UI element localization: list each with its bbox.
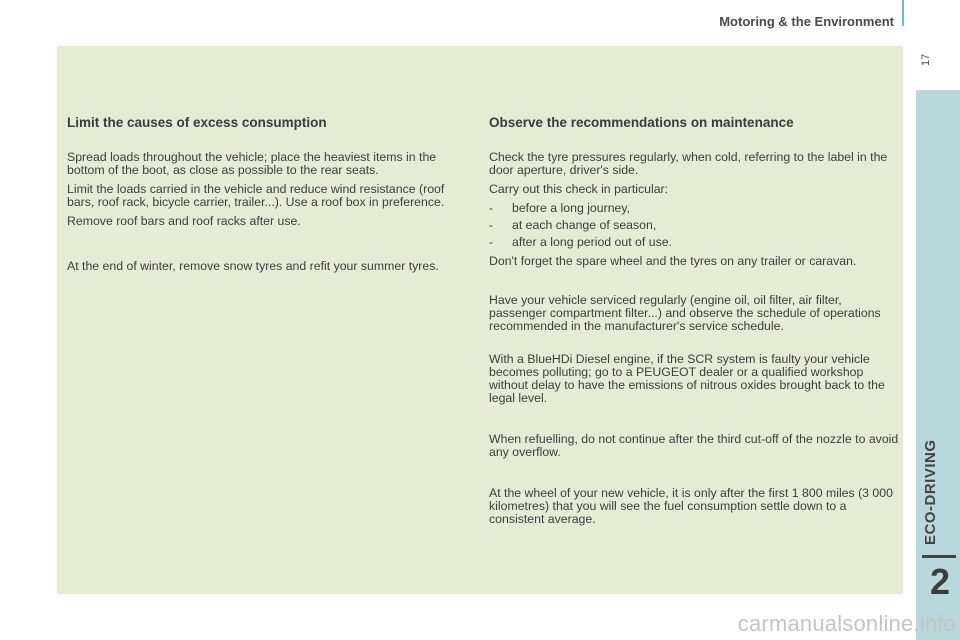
left-paragraph: Spread loads throughout the vehicle; place the heaviest items in the bottom of the boot, as close as possible to the rear seats.	[67, 150, 437, 177]
watermark: carmanualsonline.info	[737, 611, 956, 636]
chapter-rule	[922, 555, 956, 558]
right-column	[489, 74, 899, 532]
page-number: 17	[920, 53, 932, 66]
list-item-text: after a long period out of use.	[512, 235, 672, 249]
right-paragraph: When refuelling, do not continue after the third cut-off of the nozzle to avoid any overflow.	[489, 432, 899, 459]
right-paragraph: At the wheel of your new vehicle, it is only after the first 1 800 miles (3 000 kilometres) that you will see the fuel consumption settle down to a consistent average.	[489, 486, 893, 526]
right-intro: Check the tyre pressures regularly, when cold, referring to the label in the door aperture, driver's side.	[489, 150, 888, 177]
right-paragraph: With a BlueHDi Diesel engine, if the SCR system is faulty your vehicle becomes polluting; go to a PEUGEOT dealer or a qualified workshop without delay to have the emissions of nitrous oxides brought back to the legal level.	[489, 352, 885, 405]
list-marker: -	[489, 218, 494, 232]
list-marker: -	[489, 201, 494, 215]
chapter-label: ECO-DRIVING	[922, 439, 939, 545]
left-paragraph: Remove roof bars and roof racks after use.	[67, 214, 301, 228]
list-item-text: at each change of season,	[512, 218, 657, 232]
list-marker: -	[489, 235, 494, 249]
right-paragraph: Don't forget the spare wheel and the tyres on any trailer or caravan.	[489, 254, 857, 268]
header-rule	[902, 0, 904, 26]
check-list	[489, 202, 899, 249]
right-heading: Observe the recommendations on maintenance	[489, 115, 794, 130]
list-item	[489, 219, 899, 232]
chapter-number: 2	[929, 561, 951, 602]
list-item-text: before a long journey,	[512, 201, 631, 215]
section-title: Motoring & the Environment	[719, 14, 894, 29]
left-heading: Limit the causes of excess consumption	[67, 115, 327, 130]
list-item	[489, 202, 899, 215]
left-column	[67, 74, 472, 279]
right-intro: Carry out this check in particular:	[489, 182, 669, 196]
right-paragraph: Have your vehicle serviced regularly (engine oil, oil filter, air filter, passenger compartment filter...) and observe the schedule of operations recommended in the manufacturer's service schedule.	[489, 293, 881, 333]
left-paragraph: At the end of winter, remove snow tyres and refit your summer tyres.	[67, 259, 439, 273]
list-item	[489, 236, 899, 249]
left-paragraph: Limit the loads carried in the vehicle and reduce wind resistance (roof bars, roof rack, bicycle carrier, trailer...). Use a roof box in preference.	[67, 182, 445, 209]
